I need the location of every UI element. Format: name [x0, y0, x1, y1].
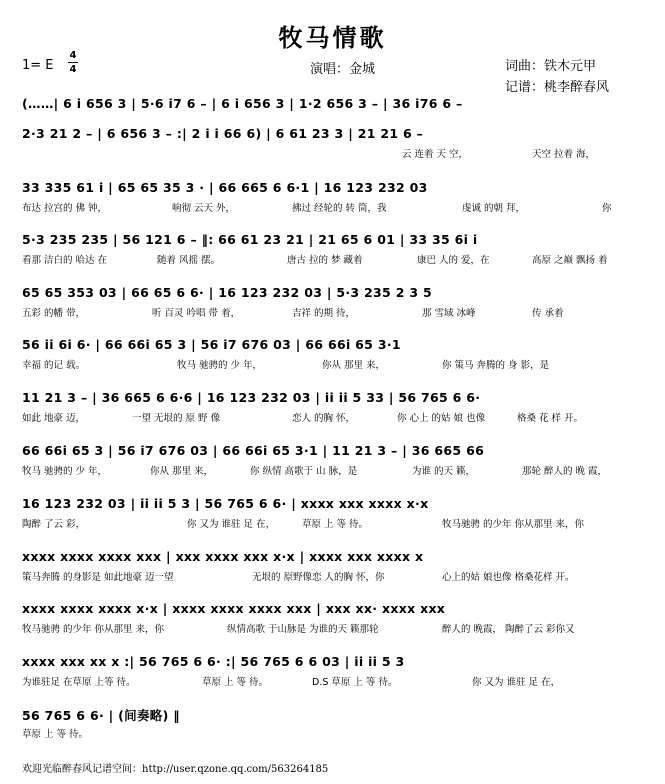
lyric-phrase: 吉祥 的期 待，: [292, 308, 356, 319]
lyric-phrase: 为谁驻足 在草原 上等 待。: [22, 677, 136, 688]
notation-line: [22, 443, 642, 461]
lyric-phrase: 听 百灵 吟唱 带 着，: [152, 308, 241, 319]
notation-line: [22, 549, 642, 567]
lyric-phrase: 牧马驰骋 的少年 你从那里 来，你: [22, 624, 165, 635]
lyric-phrase: 你从 那里 来，: [150, 466, 214, 477]
lyrics-line: [22, 146, 642, 160]
lyric-phrase: 草原 上 等 待。: [22, 729, 89, 740]
lyrics-line: [22, 252, 642, 266]
meter-divider: [68, 62, 78, 63]
lyric-phrase: 纵情高歌 于山脉是 为谁的天 籁那轮: [227, 624, 379, 635]
lyric-phrase: 你: [602, 203, 612, 214]
lyric-phrase: 如此 地豪 迈，: [22, 413, 86, 424]
notation-line: [22, 285, 642, 303]
lyric-phrase: 高原 之巅 飘扬 着: [532, 255, 608, 266]
lyric-phrase: 草原 上 等 待。: [302, 519, 369, 530]
lyric-phrase: 一望 无垠的 原 野 像: [132, 413, 221, 424]
lyric-phrase: 你从 那里 来，: [322, 360, 386, 371]
lyric-phrase: 布达 拉宫的 佛 钟，: [22, 203, 108, 214]
lyric-phrase: 那轮 醉人的 晚 霞，: [522, 466, 608, 477]
notation-line: [22, 96, 642, 114]
lyrics-line: [22, 463, 642, 477]
notation-line: [22, 390, 642, 408]
jianpu-notes: 33 335 61 i | 65 65 35 3 · | 66 665 6 6·1 | 16 123 232 03: [22, 180, 428, 195]
notation-line: [22, 601, 642, 619]
lyrics-line: [22, 516, 642, 530]
lyric-phrase: 草原 上 等 待。: [202, 677, 269, 688]
lyric-phrase: 无垠的 原野像恋 人的胸 怀，你: [252, 572, 385, 583]
lyrics-line: [22, 569, 642, 583]
lyrics-line: [22, 200, 642, 214]
lyric-phrase: 格桑 花 样 开。: [517, 413, 584, 424]
jianpu-notes: 56 765 6 6· | (间奏略) ‖: [22, 708, 180, 723]
lyric-phrase: 传 承着: [532, 308, 564, 319]
lyric-phrase: 心上的姑 娘也像 格桑花样 开。: [442, 572, 575, 583]
lyrics-line: [22, 674, 642, 688]
notation-line: [22, 126, 642, 144]
song-title: 牧马情歌: [278, 24, 387, 52]
lyric-phrase: 响彻 云天 外，: [172, 203, 236, 214]
transcriber-credit: 记谱：桃李醉春风: [505, 80, 610, 95]
lyric-phrase: 牧马驰骋 的少年 你从那里 来，你: [442, 519, 585, 530]
lyric-phrase: 为谁 的天 籁，: [412, 466, 476, 477]
jianpu-notes: (……| 6 i 656 3 | 5·6 i7 6 – | 6 i 656 3 | 1·2 656 3 – | 36 i76 6 –: [22, 96, 463, 111]
lyric-phrase: 牧马 驰骋的 少 年，: [177, 360, 263, 371]
notation-line: [22, 654, 642, 672]
lyric-phrase: 五彩 的幡 带，: [22, 308, 86, 319]
jianpu-notes: xxxx xxxx xxxx xxx | xxx xxxx xxx x·x | xxxx xxx xxxx x: [22, 549, 424, 564]
notation-line: [22, 180, 642, 198]
lyric-phrase: 你 又为 谁驻 足 在，: [472, 677, 561, 688]
jianpu-notes: 5·3 235 235 | 56 121 6 – ‖: 66 61 23 21 | 21 65 6 01 | 33 35 6i i: [22, 232, 478, 247]
lyrics-line: [22, 305, 642, 319]
time-signature: [68, 50, 78, 75]
lyric-phrase: 看那 洁白的 哈达 在: [22, 255, 108, 266]
jianpu-notes: 66 66i 65 3 | 56 i7 676 03 | 66 66i 65 3·1 | 11 21 3 – | 36 665 66: [22, 443, 485, 458]
lyrics-line: [22, 357, 642, 371]
lyric-phrase: 随着 风摇 摆。: [157, 255, 221, 266]
notation-line: [22, 232, 642, 250]
jianpu-notes: 56 ii 6i 6· | 66 66i 65 3 | 56 i7 676 03 | 66 66i 65 3·1: [22, 337, 401, 352]
lyric-phrase: 拂过 经轮的 转 筒，我: [292, 203, 387, 214]
jianpu-notes: 65 65 353 03 | 66 65 6 6· | 16 123 232 03 | 5·3 235 2 3 5: [22, 285, 432, 300]
lyric-phrase: 你 又为 谁驻 足 在，: [187, 519, 276, 530]
lyric-phrase: 幸福 的记 载。: [22, 360, 86, 371]
lyric-phrase: 恋人 的胸 怀，: [292, 413, 356, 424]
lyric-phrase: 你 纵情 高歌于 山 脉，是: [250, 466, 358, 477]
notation-line: [22, 706, 642, 724]
lyric-phrase: 那 雪域 冰峰: [422, 308, 476, 319]
jianpu-notes: xxxx xxx xx x :| 56 765 6 6· :| 56 765 6 6 03 | ii ii 5 3: [22, 654, 405, 669]
singer-credit: 演唱：金城: [310, 62, 376, 77]
lyric-phrase: 云 连着 天 空，: [402, 149, 469, 160]
lyric-phrase: 策马奔腾 的身影是 如此地豪 迈一望: [22, 572, 174, 583]
footer-link-text: 欢迎光临醉春风记谱空间：http://user.qzone.qq.com/563264185: [22, 764, 329, 775]
lyric-phrase: D.S 草原 上 等 待。: [312, 677, 398, 688]
lyric-phrase: 醉人的 晚霞， 陶醉了云 彩你又: [442, 624, 575, 635]
lyric-phrase: 陶醉 了云 彩，: [22, 519, 86, 530]
jianpu-notes: 2·3 21 2 – | 6 656 3 – :| 2 i i 66 6) | 6 61 23 3 | 21 21 6 –: [22, 126, 424, 141]
composer-credit: 词曲：铁木元甲: [505, 59, 597, 74]
jianpu-notes: 11 21 3 – | 36 665 6 6·6 | 16 123 232 03 | ii ii 5 33 | 56 765 6 6·: [22, 390, 481, 405]
lyric-phrase: 唐古 拉的 梦 藏着: [287, 255, 363, 266]
lyrics-line: [22, 410, 642, 424]
lyrics-line: [22, 726, 642, 740]
meter-bottom: 4: [69, 64, 77, 75]
lyric-phrase: 康巴 人的 爱，在: [417, 255, 490, 266]
lyric-phrase: 天空 拉着 海，: [532, 149, 596, 160]
lyric-phrase: 你 心上 的姑 娘 也像: [397, 413, 486, 424]
notation-line: [22, 496, 642, 514]
lyric-phrase: 你 策马 奔腾的 身 影，是: [442, 360, 550, 371]
meter-top: 4: [69, 50, 77, 61]
notation-line: [22, 337, 642, 355]
lyric-phrase: 虔诚 的朝 拜，: [462, 203, 526, 214]
jianpu-notes: xxxx xxxx xxxx x·x | xxxx xxxx xxxx xxx | xxx xx· xxxx xxx: [22, 601, 446, 616]
jianpu-notes: 16 123 232 03 | ii ii 5 3 | 56 765 6 6· | xxxx xxx xxxx x·x: [22, 496, 429, 511]
lyrics-line: [22, 621, 642, 635]
key-signature: 1= E: [22, 58, 54, 73]
lyric-phrase: 牧马 驰骋的 少 年，: [22, 466, 108, 477]
